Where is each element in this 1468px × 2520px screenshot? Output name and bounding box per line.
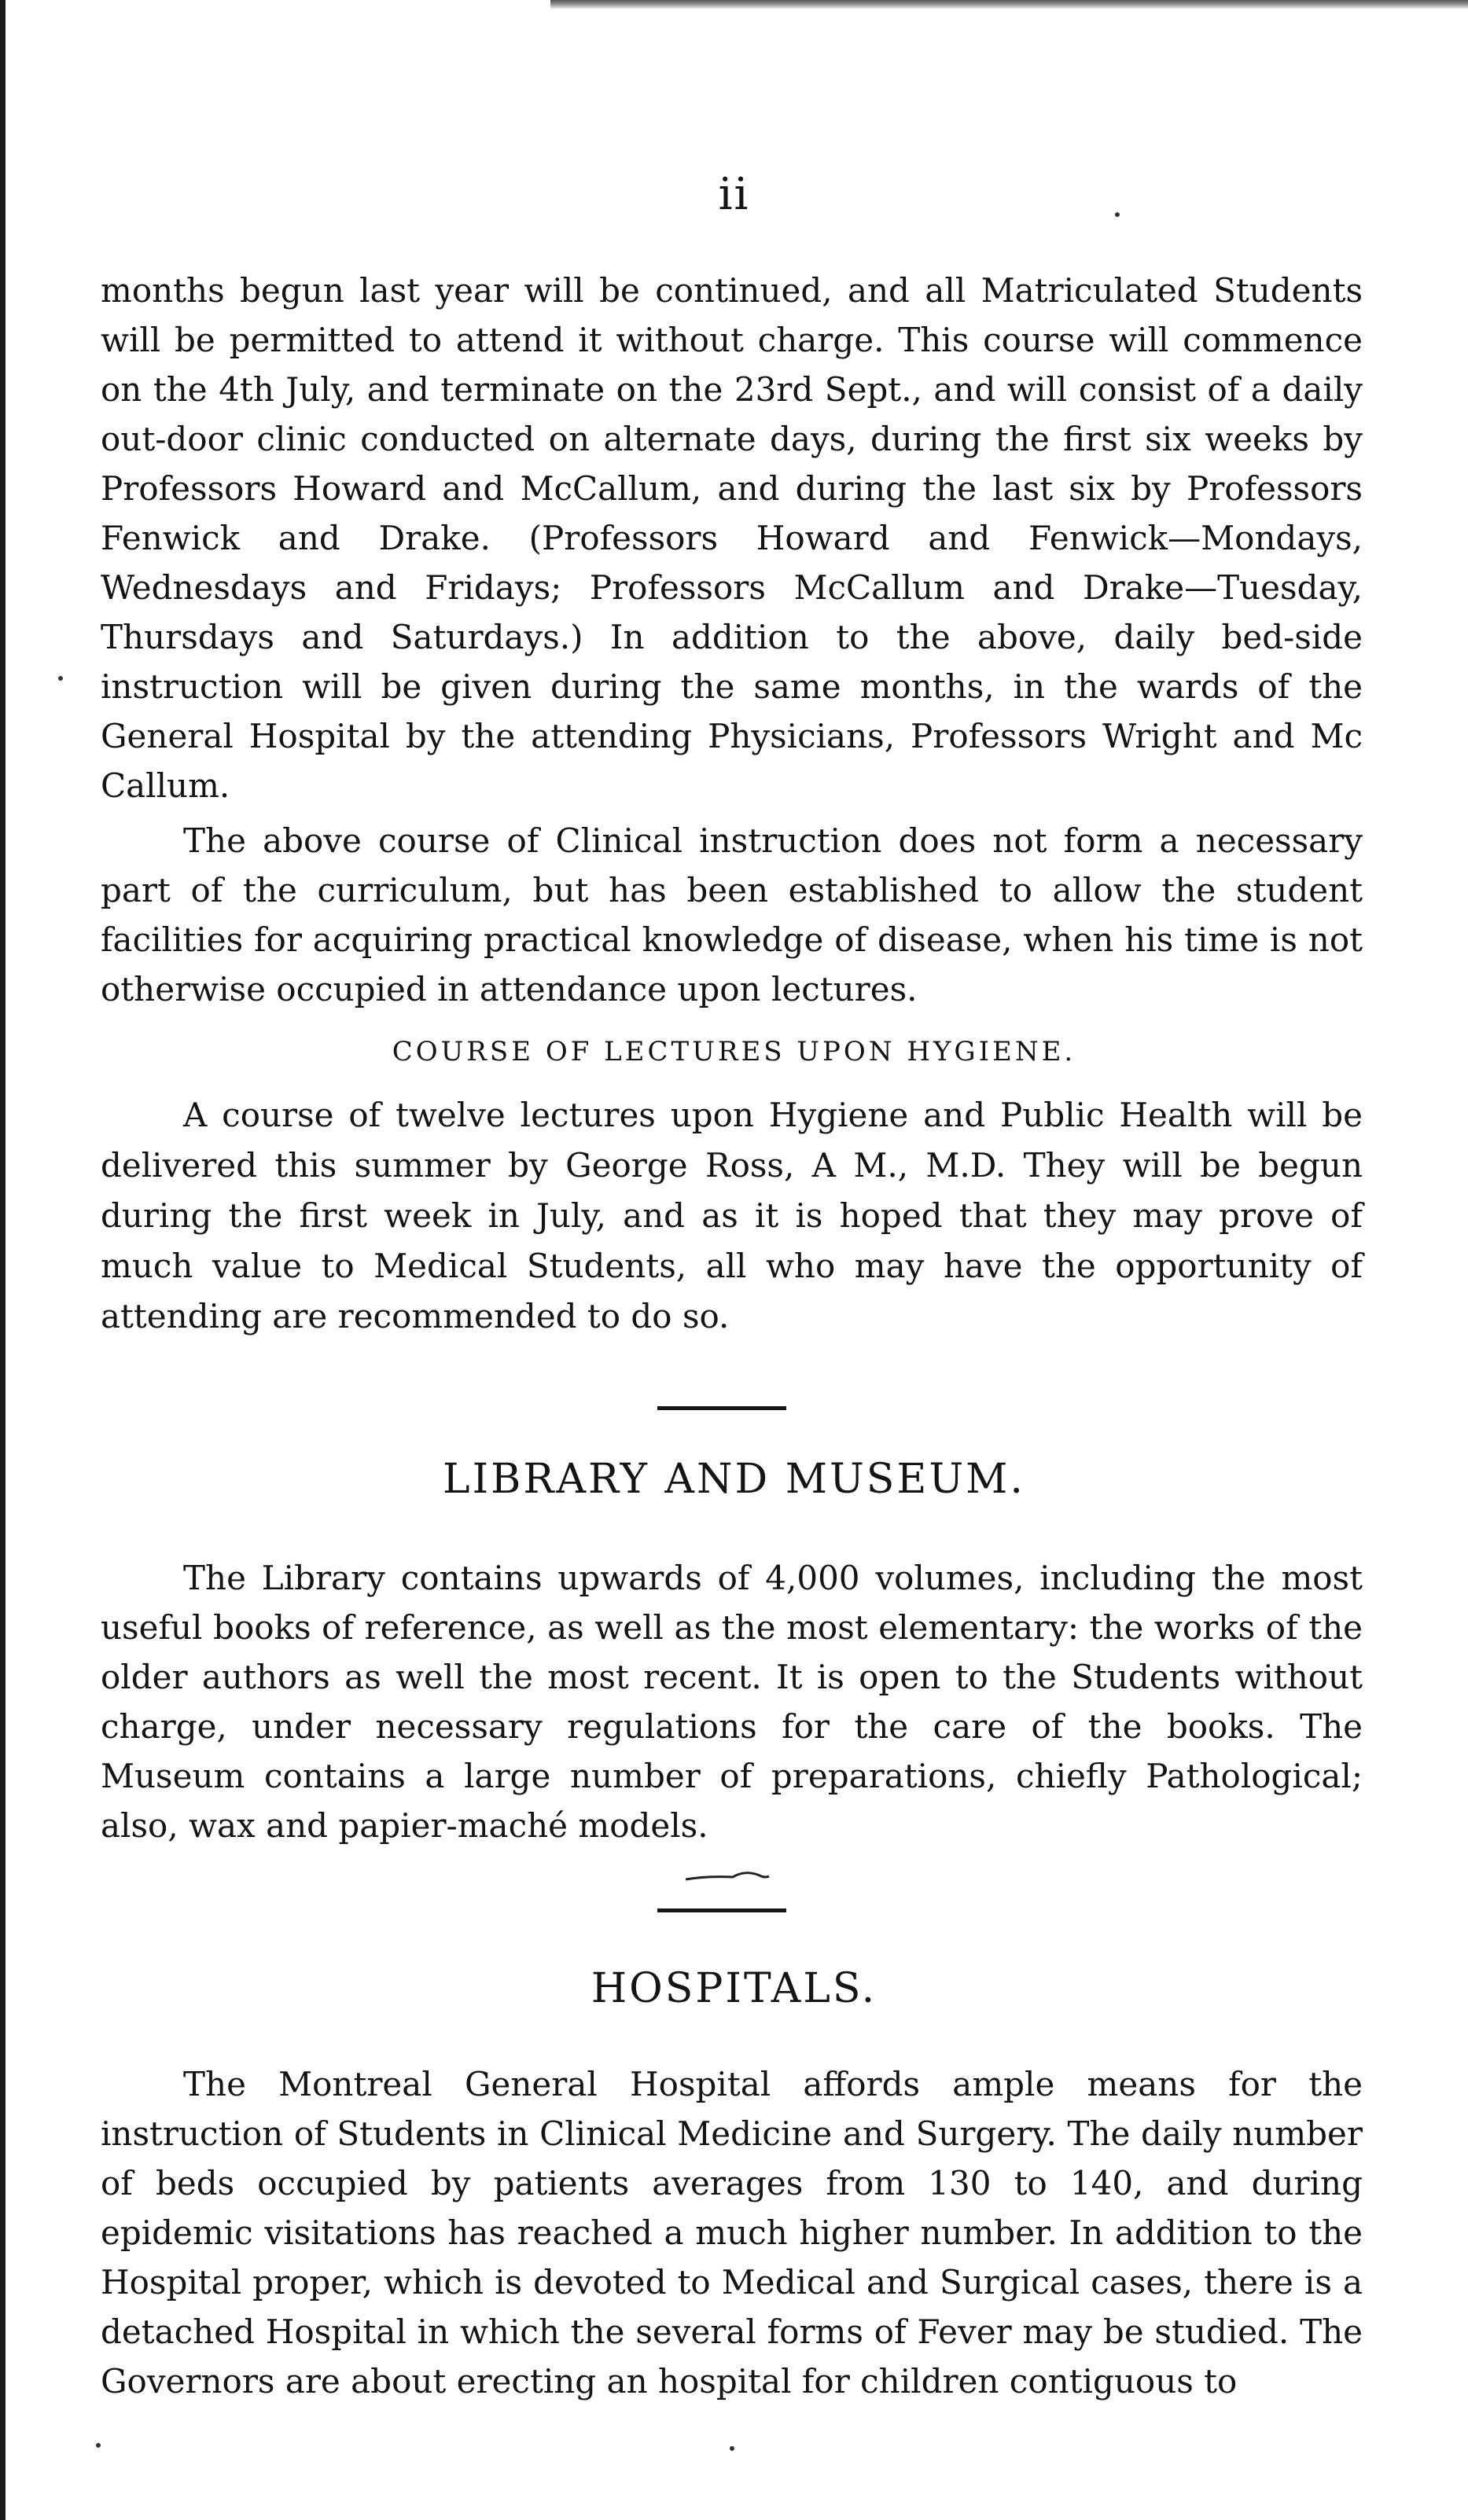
hospitals-heading: HOSPITALS. (591, 1965, 877, 2012)
section-divider (657, 1908, 786, 1912)
section-divider (657, 1406, 786, 1410)
hygiene-section (101, 1090, 1363, 1342)
hospitals-paragraph: The Montreal General Hospital affords ample means for the instruction of Students in Clinical Medicine and Surgery. The daily number of beds occupied by patients averages from 130 to 140, and during epidemic visitations has reached a much higher number. In addition to the Hospital proper, which is devoted to Medical and Surgical cases, there is a detached Hospital in which the several forms of Fever may be studied. The Governors are about erecting an hospital for children contiguous to (101, 2065, 1363, 2401)
intro-section (101, 266, 1363, 810)
hygiene-heading: COURSE OF LECTURES UPON HYGIENE. (392, 1036, 1076, 1067)
hospitals-section (101, 2059, 1363, 2406)
scan-speck (58, 676, 63, 681)
hygiene-paragraph: A course of twelve lectures upon Hygiene and Public Health will be delivered this summer by George Ross, A M., M.D. They will be begun during the first week in July, and as it is hoped that they may prove of much value to Medical Students, all who may have the opportunity of attending are recommended to do so. (101, 1096, 1363, 1335)
scan-speck (1115, 212, 1120, 217)
library-section (101, 1553, 1363, 1850)
ornament-flourish (684, 1869, 771, 1883)
library-paragraph: The Library contains upwards of 4,000 volumes, including the most useful books of reference, as well as the most elementary: the works of the older authors as well the most recent. It is open to the Students without charge, under necessary regulations for the care of the books. The Museum contains a large number of preparations, chiefly Pathological; also, wax and papier-maché models. (101, 1559, 1363, 1845)
clinical-note-paragraph: The above course of Clinical instruction does not form a necessary part of the curriculum, but has been established to allow the student facilities for acquiring practical knowledge of disease, when his time is not otherwise occupied in attendance upon lectures. (101, 821, 1363, 1008)
scan-speck (96, 2443, 101, 2448)
clinical-note-section (101, 816, 1363, 1014)
library-heading: LIBRARY AND MUSEUM. (443, 1456, 1025, 1503)
scan-speck (730, 2446, 734, 2451)
page-binding-edge (0, 0, 6, 2520)
page-number: ii (718, 169, 750, 220)
intro-paragraph: months begun last year will be continued, and all Matriculated Students will be permitted to attend it without charge. This course will commence on the 4th July, and terminate on the 23rd Sept., and will consist of a daily out-door clinic conducted on alternate days, during the first six weeks by Professors Howard and McCallum, and during the last six by Professors Fenwick and Drake. (Professors Howard and Fenwick—Mondays, Wednesdays and Fridays; Professors McCallum and Drake—Tuesday, Thursdays and Saturdays.) In addition to the above, daily bed-side instruction will be given during the same months, in the wards of the General Hospital by the attending Physicians, Professors Wright and Mc Callum. (101, 271, 1363, 805)
scan-top-edge (550, 0, 1468, 9)
